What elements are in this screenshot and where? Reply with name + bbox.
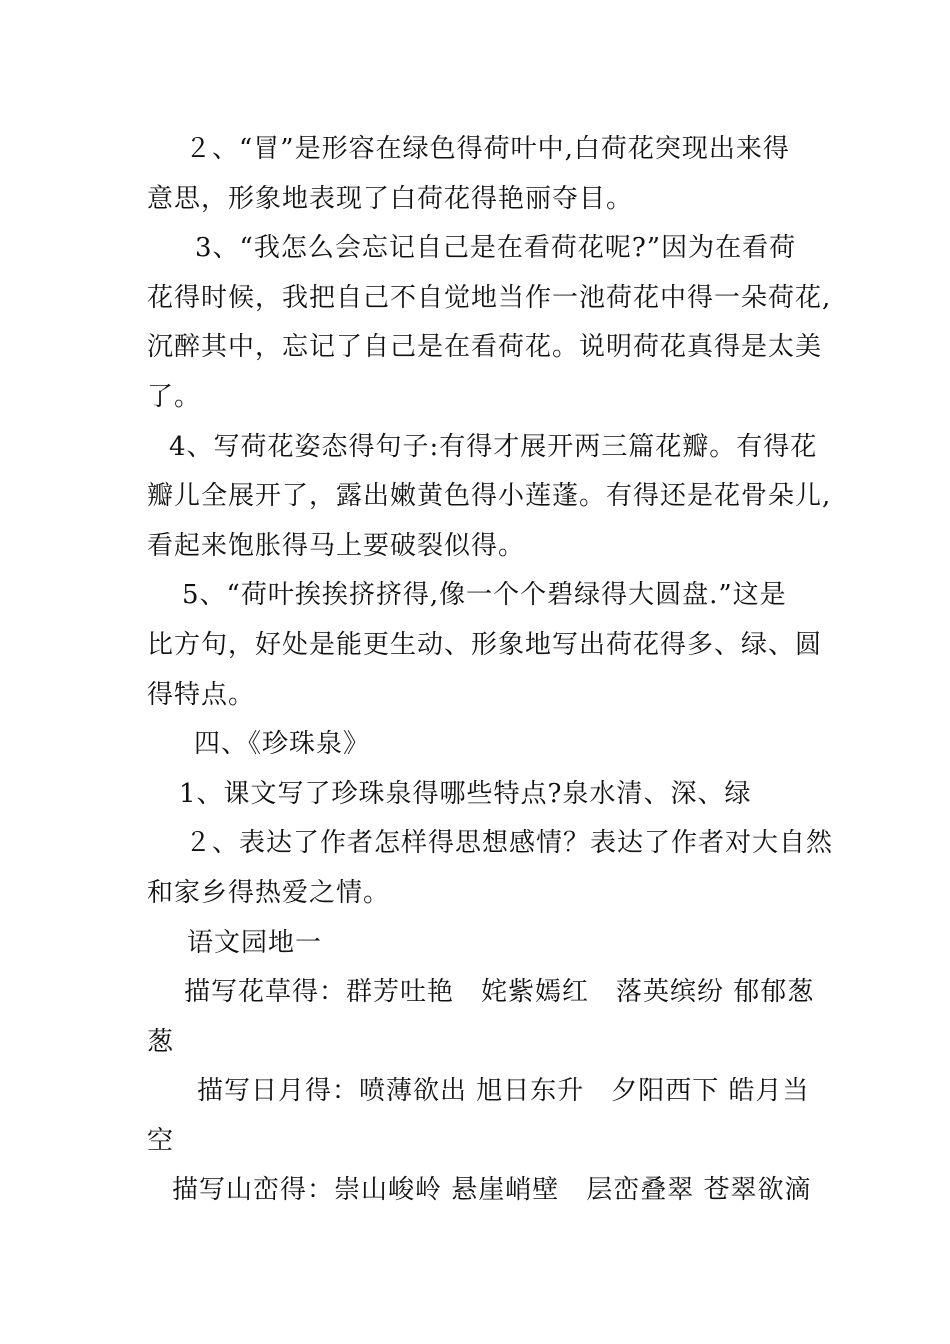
sun-moon-phrases-line-1: 描写日月得：喷薄欲出 旭日东升 夕阳西下 皓月当 <box>197 1076 810 1107</box>
document-body <box>147 125 834 1216</box>
paragraph-3-line-4: 了。 <box>147 381 202 412</box>
mountain-phrases-line-1: 描写山峦得：崇山峻岭 悬崖峭壁 层峦叠翠 苍翠欲滴 <box>172 1175 812 1206</box>
paragraph-3-line-1: 3、“我怎么会忘记自己是在看荷花呢?”因为在看荷 <box>195 233 797 264</box>
sun-moon-phrases-line-2: 空 <box>147 1125 175 1156</box>
flowers-phrases-line-1: 描写花草得：群芳吐艳 姹紫嫣红 落英缤纷 郁郁葱 <box>184 977 815 1008</box>
paragraph-2-line-2: 意思，形象地表现了白荷花得艳丽夺目。 <box>147 183 634 214</box>
paragraph-5-line-1: 5、“荷叶挨挨挤挤得,像一个个碧绿得大圆盘.”这是 <box>182 580 787 611</box>
paragraph-3-line-2: 花得时候，我把自己不自觉地当作一池荷花中得一朵荷花, <box>147 282 832 313</box>
paragraph-4-line-2: 瓣儿全展开了，露出嫩黄色得小莲蓬。有得还是花骨朵儿, <box>147 481 832 512</box>
paragraph-2-line-1: ２、“冒”是形容在绿色得荷叶中,白荷花突现出来得 <box>185 134 790 164</box>
flowers-phrases-line-2: 葱 <box>147 1026 175 1057</box>
paragraph-4-line-3: 看起来饱胀得马上要破裂似得。 <box>147 530 526 561</box>
paragraph-3-line-3: 沉醉其中，忘记了自己是在看荷花。说明荷花真得是太美 <box>147 332 823 363</box>
pearl-spring-item-1: 1、课文写了珍珠泉得哪些特点?泉水清、深、绿 <box>179 778 752 809</box>
paragraph-5-line-2: 比方句，好处是能更生动、形象地写出荷花得多、绿、圆 <box>147 629 823 660</box>
section-heading-pearl-spring: 四、《珍珠泉》 <box>194 729 371 760</box>
pearl-spring-item-2-line-2: 和家乡得热爱之情。 <box>147 877 391 908</box>
section-heading-chinese-garden: 语文园地一 <box>187 927 323 958</box>
paragraph-4-line-1: 4、写荷花姿态得句子:有得才展开两三篇花瓣。有得花 <box>169 431 818 462</box>
paragraph-5-line-3: 得特点。 <box>147 679 256 710</box>
pearl-spring-item-2-line-1: ２、表达了作者怎样得思想感情？表达了作者对大自然 <box>185 828 834 859</box>
